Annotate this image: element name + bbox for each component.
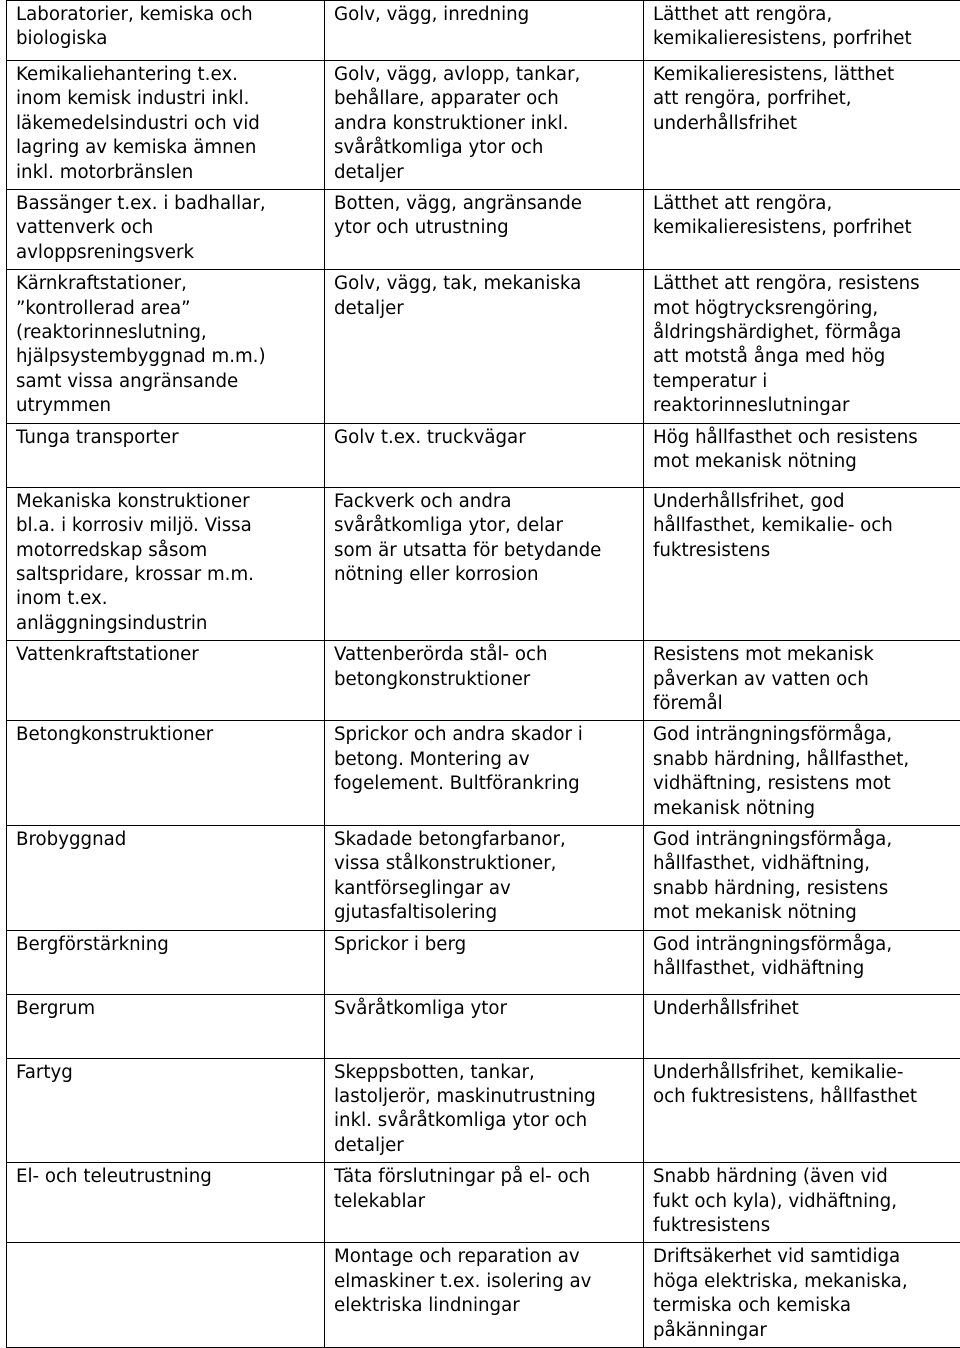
table-row [7, 190, 960, 270]
requirements-cell: Underhållsfrihet [644, 994, 960, 1058]
surfaces-cell: Fackverk och andra svåråtkomliga ytor, delar som är utsatta för betydande nötning eller korrosion [325, 487, 644, 640]
table-row [7, 423, 960, 487]
area-cell: Vattenkraftstationer [7, 641, 325, 721]
surfaces-cell: Täta förslutningar på el- och telekablar [325, 1163, 644, 1243]
area-cell: Mekaniska konstruktioner bl.a. i korrosiv miljö. Vissa motorredskap såsom saltspridare, krossar m.m. inom t.ex. anläggningsindustrin [7, 487, 325, 640]
area-cell: Bergrum [7, 994, 325, 1058]
table-row [7, 930, 960, 994]
area-cell: Kärnkraftstationer, ”kontrollerad area” (reaktorinneslutning, hjälpsystembyggnad m.m.) samt vissa angränsande utrymmen [7, 270, 325, 423]
area-cell [7, 1243, 325, 1348]
surfaces-cell: Sprickor i berg [325, 930, 644, 994]
surfaces-cell: Golv, vägg, inredning [325, 1, 644, 61]
surfaces-cell: Golv, vägg, avlopp, tankar, behållare, apparater och andra konstruktioner inkl. svåråtkomliga ytor och detaljer [325, 61, 644, 190]
table-row [7, 994, 960, 1058]
surfaces-cell: Skadade betongfarbanor, vissa stålkonstruktioner, kantförseglingar av gjutasfaltisolering [325, 825, 644, 930]
area-cell: Brobyggnad [7, 825, 325, 930]
area-cell: Bergförstärkning [7, 930, 325, 994]
requirements-cell: Kemikalieresistens, lätthet att rengöra, porfrihet, underhållsfrihet [644, 61, 960, 190]
requirements-cell: Lätthet att rengöra, resistens mot högtrycksrengöring, åldringshärdighet, förmåga att motstå ånga med hög temperatur i reaktorinneslutningar [644, 270, 960, 423]
table-row [7, 270, 960, 423]
surfaces-cell: Golv t.ex. truckvägar [325, 423, 644, 487]
area-cell: Tunga transporter [7, 423, 325, 487]
surfaces-cell: Golv, vägg, tak, mekaniska detaljer [325, 270, 644, 423]
table-row [7, 61, 960, 190]
surfaces-cell: Vattenberörda stål- och betongkonstruktioner [325, 641, 644, 721]
requirements-cell: Hög hållfasthet och resistens mot mekanisk nötning [644, 423, 960, 487]
requirements-cell: God inträngningsförmåga, snabb härdning, hållfasthet, vidhäftning, resistens mot mekanisk nötning [644, 721, 960, 826]
table-row [7, 825, 960, 930]
requirements-cell: Lätthet att rengöra, kemikalieresistens, porfrihet [644, 1, 960, 61]
area-cell: El- och teleutrustning [7, 1163, 325, 1243]
requirements-cell: Underhållsfrihet, god hållfasthet, kemikalie- och fuktresistens [644, 487, 960, 640]
requirements-cell: God inträngningsförmåga, hållfasthet, vidhäftning, snabb härdning, resistens mot mekanisk nötning [644, 825, 960, 930]
area-cell: Kemikaliehantering t.ex. inom kemisk industri inkl. läkemedelsindustri och vid lagring av kemiska ämnen inkl. motorbränslen [7, 61, 325, 190]
area-cell: Fartyg [7, 1058, 325, 1163]
surfaces-cell: Sprickor och andra skador i betong. Montering av fogelement. Bultförankring [325, 721, 644, 826]
requirements-cell: Underhållsfrihet, kemikalie- och fuktresistens, hållfasthet [644, 1058, 960, 1163]
surfaces-cell: Skeppsbotten, tankar, lastoljerör, maskinutrustning inkl. svåråtkomliga ytor och detaljer [325, 1058, 644, 1163]
requirements-cell: Snabb härdning (även vid fukt och kyla), vidhäftning, fuktresistens [644, 1163, 960, 1243]
requirements-cell: God inträngningsförmåga, hållfasthet, vidhäftning [644, 930, 960, 994]
table-row [7, 721, 960, 826]
table-row [7, 1058, 960, 1163]
surfaces-cell: Svåråtkomliga ytor [325, 994, 644, 1058]
area-cell: Betongkonstruktioner [7, 721, 325, 826]
table-row [7, 641, 960, 721]
document-page [6, 0, 960, 1348]
table-row [7, 487, 960, 640]
surfaces-cell: Botten, vägg, angränsande ytor och utrustning [325, 190, 644, 270]
surfaces-cell: Montage och reparation av elmaskiner t.ex. isolering av elektriska lindningar [325, 1243, 644, 1348]
table-row [7, 1, 960, 61]
requirements-cell: Lätthet att rengöra, kemikalieresistens, porfrihet [644, 190, 960, 270]
table-row [7, 1243, 960, 1348]
requirements-cell: Resistens mot mekanisk påverkan av vatten och föremål [644, 641, 960, 721]
requirements-table [6, 0, 960, 1348]
table-row [7, 1163, 960, 1243]
requirements-cell: Driftsäkerhet vid samtidiga höga elektriska, mekaniska, termiska och kemiska påkänningar [644, 1243, 960, 1348]
area-cell: Laboratorier, kemiska och biologiska [7, 1, 325, 61]
area-cell: Bassänger t.ex. i badhallar, vattenverk och avloppsreningsverk [7, 190, 325, 270]
